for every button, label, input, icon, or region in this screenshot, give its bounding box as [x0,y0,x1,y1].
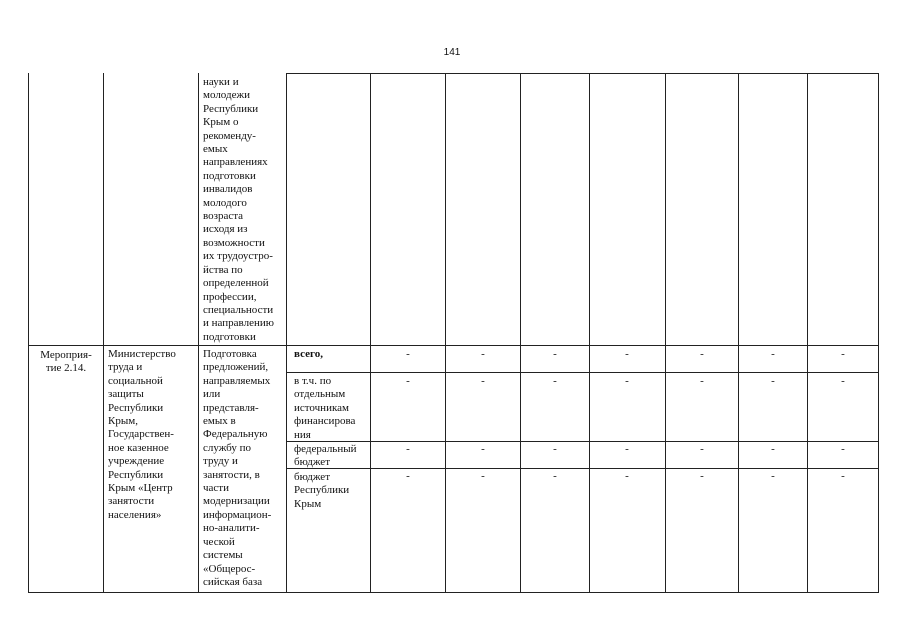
col-divider [198,73,199,593]
value-cell: - [625,470,629,482]
value-cell: - [625,375,629,387]
col-divider [370,73,371,593]
value-cell: - [406,375,410,387]
value-cell: - [700,348,704,360]
value-cell: - [553,348,557,360]
measure-description-cell: Подготовка предложений, направляемых или представля- емых в Федеральную службу по труду и занятости, в части модернизации информацион- но-аналити- ческой системы «Общерос- сийская база [203,348,272,588]
col-divider [103,73,104,593]
upper-description-cell: науки и молодежи Республики Крым о рекоменду- емых направлениях подготовки инвалидов молодого возраста исходя из возможности их трудоустро- йства по определенной профессии, специальности и направлению подготовки [203,76,274,343]
value-cell: - [625,348,629,360]
row-divider [286,372,879,373]
col-divider [445,73,446,593]
values-top-border [286,73,879,74]
value-cell: - [841,470,845,482]
source-subtotal-cell: в т.ч. по отдельным источникам финансирова ния [294,375,356,441]
value-cell: - [481,375,485,387]
row-divider [286,441,879,442]
row-divider [286,468,879,469]
value-cell: - [841,443,845,455]
value-cell: - [771,443,775,455]
value-cell: - [700,375,704,387]
source-federal-cell: федеральный бюджет [294,443,357,469]
value-cell: - [481,443,485,455]
col-divider [589,73,590,593]
value-cell: - [553,443,557,455]
col-divider [738,73,739,593]
value-cell: - [700,443,704,455]
table-border-right [878,73,879,593]
value-cell: - [481,348,485,360]
value-cell: - [771,375,775,387]
executor-cell: Министерство труда и социальной защиты Республики Крым, Государствен- ное казенное учреждение Республики Крым «Центр занятости населения» [108,348,176,521]
source-total-cell: всего, [294,348,323,360]
source-crimea-cell: бюджет Республики Крым [294,471,350,510]
table-border-left [28,73,29,593]
table-border-bottom [28,592,879,593]
page-number: 141 [443,47,461,58]
value-cell: - [553,470,557,482]
value-cell: - [406,443,410,455]
value-cell: - [841,348,845,360]
value-cell: - [481,470,485,482]
value-cell: - [771,348,775,360]
value-cell: - [406,348,410,360]
value-cell: - [771,470,775,482]
row-divider [28,345,879,346]
col-divider [665,73,666,593]
value-cell: - [553,375,557,387]
value-cell: - [406,470,410,482]
value-cell: - [841,375,845,387]
col-divider [286,73,287,593]
value-cell: - [700,470,704,482]
value-cell: - [625,443,629,455]
measure-id-cell: Мероприя- тие 2.14. [40,349,92,375]
col-divider [520,73,521,593]
col-divider [807,73,808,593]
